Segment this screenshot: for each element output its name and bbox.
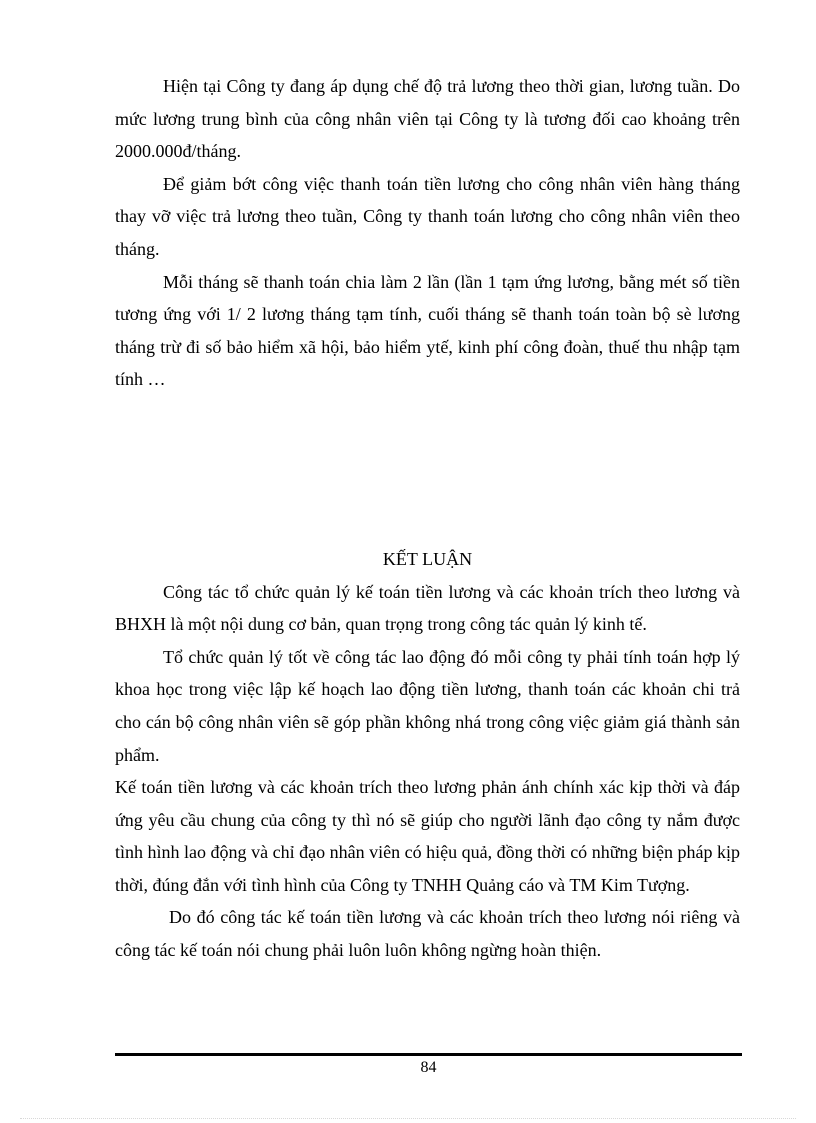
footer-rule (115, 1053, 742, 1056)
paragraph-conclusion-1: Công tác tổ chức quản lý kế toán tiền lương và các khoản trích theo lương và BHXH là một nội dung cơ bản, quan trọng trong công tác quản lý kinh tế. (115, 581, 740, 635)
paragraph-conclusion-4: Do đó công tác kế toán tiền lương và các khoản trích theo lương nói riêng và công tác kế toán nói chung phải luôn luôn không ngừng hoàn thiện. (115, 907, 740, 961)
paragraph-monthly-payment: Để giảm bớt công việc thanh toán tiền lương cho công nhân viên hàng tháng thay vỡ việc trả lương theo tuần, Công ty thanh toán lương cho công nhân viên theo tháng. (115, 173, 740, 259)
page-number: 84 (420, 1059, 437, 1076)
paragraph-payment-installments: Mỗi tháng sẽ thanh toán chia làm 2 lần (lần 1 tạm ứng lương, bằng mét số tiền tương ứng với 1/ 2 lương tháng tạm tính, cuối tháng sẽ thanh toán toàn bộ sè lương tháng trừ đi số bảo hiểm xã hội, bảo hiểm ytế, kinh phí công đoàn, thuế thu nhập tạm tính … (115, 271, 740, 390)
conclusion-heading: KẾT LUẬN (382, 548, 473, 569)
paragraph-conclusion-3: Kế toán tiền lương và các khoản trích theo lương phản ánh chính xác kịp thời và đáp ứng yêu cầu chung của công ty thì nó sẽ giúp cho người lãnh đạo công ty nắm được tình hình lao động và chỉ đạo nhân viên có hiệu quả, đồng thời có những biện pháp kịp thời, đúng đắn với tình hình của Công ty TNHH Quảng cáo và TM Kim Tượng. (115, 777, 740, 895)
page-body (115, 70, 740, 967)
paragraph-salary-method: Hiện tại Công ty đang áp dụng chế độ trả lương theo thời gian, lương tuần. Do mức lương trung bình của công nhân viên tại Công ty là tương đối cao khoảng trên 2000.000đ/tháng. (115, 76, 740, 162)
paragraph-conclusion-2: Tổ chức quản lý tốt về công tác lao động đó mỗi công ty phải tính toán hợp lý khoa học trong việc lập kế hoạch lao động tiền lương, thanh toán các khoản chi trả cho cán bộ công nhân viên sẽ góp phần không nhá trong công việc giảm giá thành sản phẩm. (115, 646, 740, 765)
section-spacer (115, 396, 740, 543)
page-bottom-border (20, 1118, 796, 1119)
